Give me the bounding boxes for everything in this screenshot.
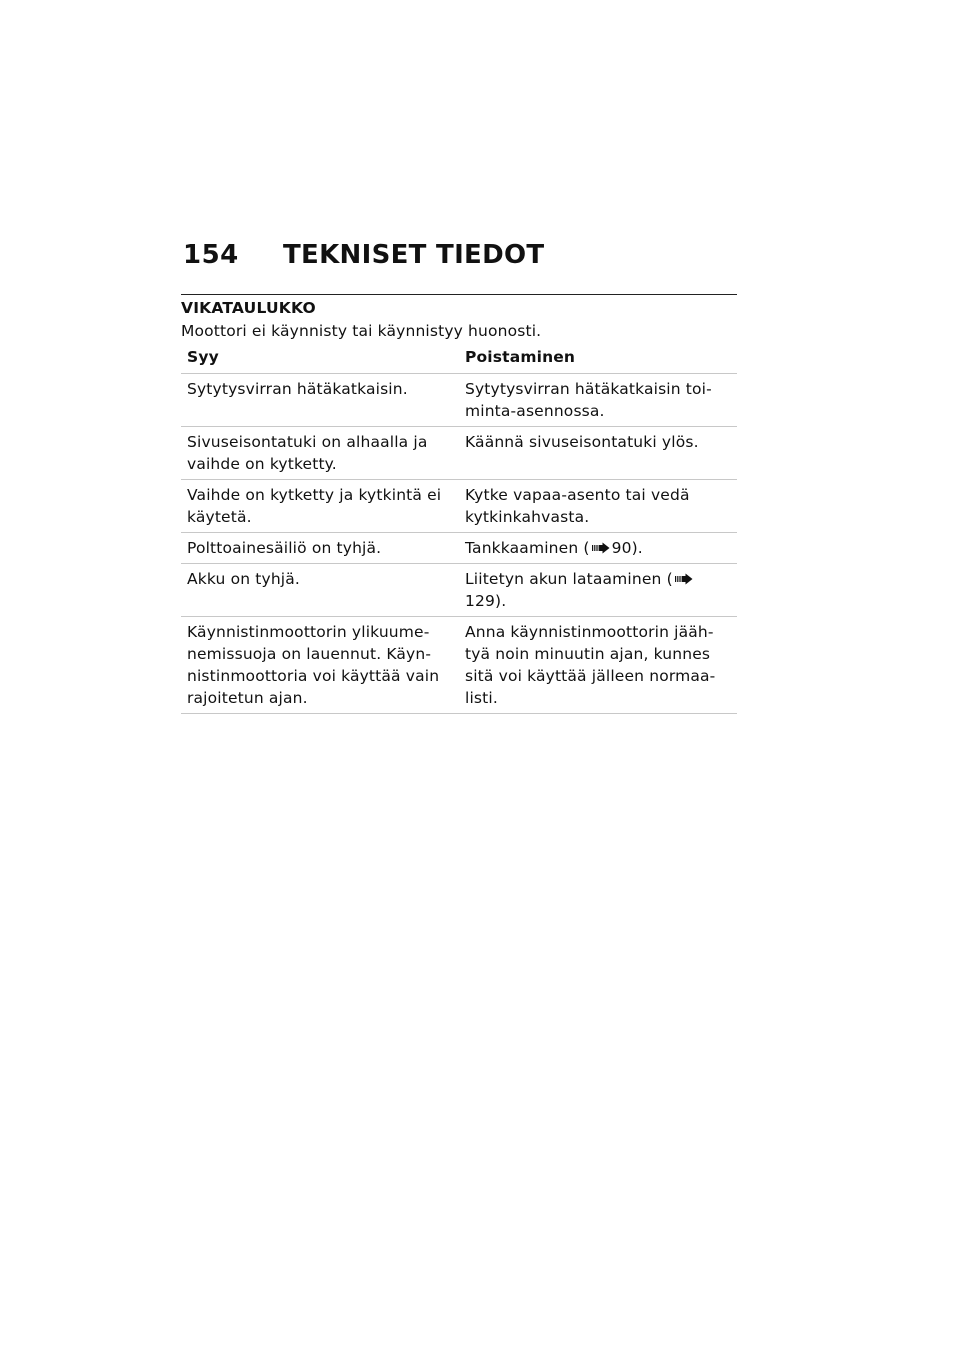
remedy-cell: [459, 564, 737, 617]
column-header-cause: Syy: [181, 343, 459, 374]
table-row: [181, 533, 737, 564]
cause-cell: Sytytysvirran hätäkatkaisin.: [181, 374, 459, 427]
remedy-cell: [459, 533, 737, 564]
table-row: [181, 480, 737, 533]
table-row: [181, 427, 737, 480]
remedy-text: Liitetyn akun lataaminen (: [465, 570, 673, 588]
page-number: 154: [183, 240, 239, 270]
remedy-text-suffix: ).: [631, 539, 643, 557]
page-reference-arrow-icon: [592, 542, 610, 554]
remedy-cell: Sytytysvirran hätäkatkaisin toi-minta-asennossa.: [459, 374, 737, 427]
section-title: VIKATAULUKKO: [181, 299, 316, 317]
section-intro: Moottori ei käynnisty tai käynnistyy huonosti.: [181, 322, 542, 340]
remedy-cell: Anna käynnistinmoottorin jääh-tyä noin minuutin ajan, kunnes sitä voi käyttää jälleen normaa-listi.: [459, 617, 737, 714]
table-row: [181, 617, 737, 714]
table-row: [181, 564, 737, 617]
troubleshooting-table: [181, 343, 737, 714]
column-header-remedy: Poistaminen: [459, 343, 737, 374]
manual-page: [181, 240, 737, 714]
chapter-title: TEKNISET TIEDOT: [283, 240, 545, 270]
cause-cell: Käynnistinmoottorin ylikuume-nemissuoja on lauennut. Käyn-nistinmoottoria voi käyttää vain rajoitetun ajan.: [181, 617, 459, 714]
page-reference-link[interactable]: 129: [465, 592, 496, 610]
cause-cell: Vaihde on kytketty ja kytkintä ei käytetä.: [181, 480, 459, 533]
header-divider: [181, 294, 737, 295]
remedy-cell: Käännä sivuseisontatuki ylös.: [459, 427, 737, 480]
page-reference-link[interactable]: 90: [611, 539, 632, 557]
table-row: [181, 374, 737, 427]
cause-cell: Sivuseisontatuki on alhaalla ja vaihde on kytketty.: [181, 427, 459, 480]
cause-cell: Akku on tyhjä.: [181, 564, 459, 617]
table-header-row: [181, 343, 737, 374]
remedy-cell: Kytke vapaa-asento tai vedä kytkinkahvasta.: [459, 480, 737, 533]
cause-cell: Polttoainesäiliö on tyhjä.: [181, 533, 459, 564]
remedy-text-suffix: ).: [495, 592, 507, 610]
remedy-text: Tankkaaminen (: [465, 539, 590, 557]
page-header: [181, 240, 737, 286]
page-reference-arrow-icon: [675, 573, 693, 585]
